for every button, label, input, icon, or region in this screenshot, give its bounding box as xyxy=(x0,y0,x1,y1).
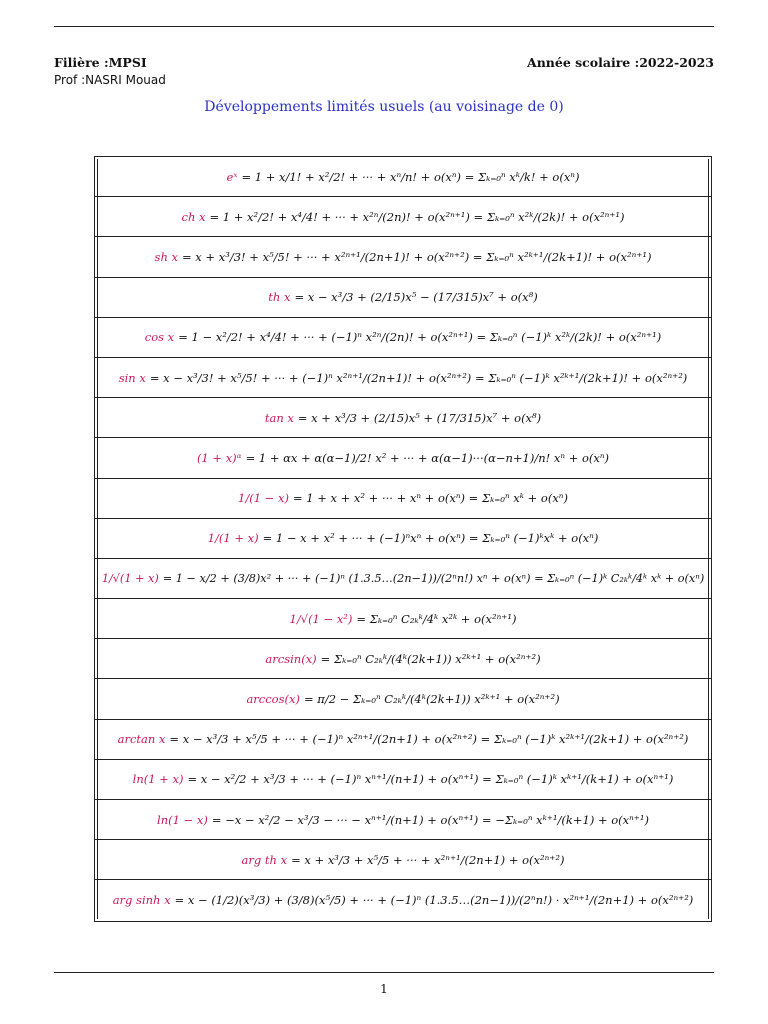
page-title: Développements limités usuels (au voisinage de 0) xyxy=(204,99,564,115)
formula xyxy=(268,290,537,304)
formula xyxy=(182,210,625,224)
formula-expansion: = 1 + x²/2! + x⁴/4! + ··· + x²ⁿ/(2n)! + o(x²ⁿ⁺¹) = Σₖ₌₀ⁿ x²ᵏ/(2k)! + o(x²ⁿ⁺¹) xyxy=(209,209,625,224)
formula-expansion: = x + x³/3 + (2/15)x⁵ + (17/315)x⁷ + o(x⁸) xyxy=(297,410,542,425)
formula-row xyxy=(95,438,711,478)
formula-expansion: = x − x³/3! + x⁵/5! + ··· + (−1)ⁿ x²ⁿ⁺¹/(2n+1)! + o(x²ⁿ⁺²) = Σₖ₌₀ⁿ (−1)ᵏ x²ᵏ⁺¹/(2k+1)! + o(x²ⁿ⁺²) xyxy=(149,370,688,385)
header-annee: Année scolaire :2022-2023 xyxy=(527,55,714,70)
formula-function: ch x xyxy=(181,209,206,224)
formula-expansion: = −x − x²/2 − x³/3 − ··· − xⁿ⁺¹/(n+1) + o(xⁿ⁺¹) = −Σₖ₌₀ⁿ xᵏ⁺¹/(k+1) + o(xⁿ⁺¹) xyxy=(211,812,649,827)
formula-expansion: = Σₖ₌₀ⁿ C₂ₖᵏ/4ᵏ x²ᵏ + o(x²ⁿ⁺¹) xyxy=(356,611,517,626)
formula-table xyxy=(94,156,712,922)
formula-function: ln(1 + x) xyxy=(132,772,184,787)
formula xyxy=(238,491,568,505)
formula xyxy=(265,652,540,666)
formula-function: 1/(1 − x) xyxy=(238,491,289,506)
formula-row xyxy=(95,398,711,438)
formula-function: (1 + x)ᵅ xyxy=(196,450,242,465)
page-number: 1 xyxy=(380,982,388,996)
formula xyxy=(242,853,565,867)
formula xyxy=(133,772,674,786)
formula-function: 1/√(1 + x) xyxy=(101,571,159,585)
formula xyxy=(197,451,609,465)
formula-expansion: = 1 − x/2 + (3/8)x² + ··· + (−1)ⁿ (1.3.5…(2n−1))/(2ⁿn!) xⁿ + o(xⁿ) = Σₖ₌₀ⁿ (−1)ᵏ C₂ₖᵏ/4ᵏ xᵏ + o(xⁿ) xyxy=(162,571,705,585)
formula-row xyxy=(95,760,711,800)
formula-row xyxy=(95,720,711,760)
formula-function: arctan x xyxy=(117,732,166,747)
formula-function: cos x xyxy=(144,330,175,345)
formula-function: arccos(x) xyxy=(246,692,300,707)
formula xyxy=(290,612,517,626)
formula-row xyxy=(95,157,711,197)
header-prof: Prof :NASRI Mouad xyxy=(54,73,166,87)
formula-expansion: = x + x³/3 + x⁵/5 + ··· + x²ⁿ⁺¹/(2n+1) + o(x²ⁿ⁺²) xyxy=(291,852,565,867)
formula-expansion: = π/2 − Σₖ₌₀ⁿ C₂ₖᵏ/(4ᵏ(2k+1)) x²ᵏ⁺¹ + o(x²ⁿ⁺²) xyxy=(303,692,560,707)
formula xyxy=(118,732,689,746)
formula-function: sh x xyxy=(154,249,178,264)
formula-expansion: = 1 − x + x² + ··· + (−1)ⁿxⁿ + o(xⁿ) = Σₖ₌₀ⁿ (−1)ᵏxᵏ + o(xⁿ) xyxy=(262,531,599,546)
formula-expansion: = x − x³/3 + x⁵/5 + ··· + (−1)ⁿ x²ⁿ⁺¹/(2n+1) + o(x²ⁿ⁺²) = Σₖ₌₀ⁿ (−1)ᵏ x²ᵏ⁺¹/(2k+1) + o(x²ⁿ⁺²) xyxy=(169,732,689,747)
formula-expansion: = 1 + x + x² + ··· + xⁿ + o(xⁿ) = Σₖ₌₀ⁿ xᵏ + o(xⁿ) xyxy=(292,491,568,506)
formula-row xyxy=(95,197,711,237)
formula-row xyxy=(95,237,711,277)
formula-function: tan x xyxy=(264,410,294,425)
formula-row xyxy=(95,599,711,639)
formula-row xyxy=(95,358,711,398)
formula-row xyxy=(95,519,711,559)
formula-expansion: = Σₖ₌₀ⁿ C₂ₖᵏ/(4ᵏ(2k+1)) x²ᵏ⁺¹ + o(x²ⁿ⁺²) xyxy=(320,651,541,666)
formula xyxy=(113,893,694,907)
header-filiere: Filière :MPSI xyxy=(54,55,147,70)
formula-row xyxy=(95,278,711,318)
formula-row xyxy=(95,639,711,679)
formula-row xyxy=(95,840,711,880)
formula xyxy=(208,531,599,545)
formula-function: arg th x xyxy=(241,852,288,867)
formula-expansion: = x − (1/2)(x³/3) + (3/8)(x⁵/5) + ··· + (−1)ⁿ (1.3.5…(2n−1))/(2ⁿn!) · x²ⁿ⁺¹/(2n+1) + o(x²ⁿ⁺²) xyxy=(174,893,694,908)
formula-function: eˣ xyxy=(226,169,238,184)
formula-function: 1/√(1 − x²) xyxy=(289,611,353,626)
formula-row xyxy=(95,318,711,358)
formula-expansion: = x − x²/2 + x³/3 + ··· + (−1)ⁿ xⁿ⁺¹/(n+1) + o(xⁿ⁺¹) = Σₖ₌₀ⁿ (−1)ᵏ xᵏ⁺¹/(k+1) + o(xⁿ⁺¹) xyxy=(187,772,674,787)
formula-function: 1/(1 + x) xyxy=(207,531,259,546)
formula-function: arcsin(x) xyxy=(265,651,317,666)
formula xyxy=(227,170,580,184)
formula-expansion: = 1 + x/1! + x²/2! + ··· + xⁿ/n! + o(xⁿ) = Σₖ₌₀ⁿ xᵏ/k! + o(xⁿ) xyxy=(241,169,580,184)
formula xyxy=(102,572,704,585)
formula xyxy=(265,411,541,425)
formula-function: th x xyxy=(268,290,291,305)
formula-function: arg sinh x xyxy=(112,893,171,908)
formula-expansion: = x + x³/3! + x⁵/5! + ··· + x²ⁿ⁺¹/(2n+1)! + o(x²ⁿ⁺²) = Σₖ₌₀ⁿ x²ᵏ⁺¹/(2k+1)! + o(x²ⁿ⁺¹) xyxy=(182,249,652,264)
formula-expansion: = x − x³/3 + (2/15)x⁵ − (17/315)x⁷ + o(x⁸) xyxy=(294,290,538,305)
formula xyxy=(155,250,652,264)
formula-row xyxy=(95,679,711,719)
formula-row xyxy=(95,880,711,920)
formula xyxy=(145,330,661,344)
formula-expansion: = 1 + αx + α(α−1)/2! x² + ··· + α(α−1)···(α−n+1)/n! xⁿ + o(xⁿ) xyxy=(245,450,610,465)
top-rule xyxy=(54,26,714,27)
formula xyxy=(119,371,688,385)
formula-function: sin x xyxy=(118,370,146,385)
formula-expansion: = 1 − x²/2! + x⁴/4! + ··· + (−1)ⁿ x²ⁿ/(2n)! + o(x²ⁿ⁺¹) = Σₖ₌₀ⁿ (−1)ᵏ x²ᵏ/(2k)! + o(x²ⁿ⁺¹) xyxy=(178,330,662,345)
formula xyxy=(246,692,559,706)
formula-function: ln(1 − x) xyxy=(157,812,208,827)
bottom-rule xyxy=(54,972,714,973)
formula-row xyxy=(95,800,711,840)
formula-row xyxy=(95,479,711,519)
formula xyxy=(157,813,649,827)
formula-row xyxy=(95,559,711,599)
